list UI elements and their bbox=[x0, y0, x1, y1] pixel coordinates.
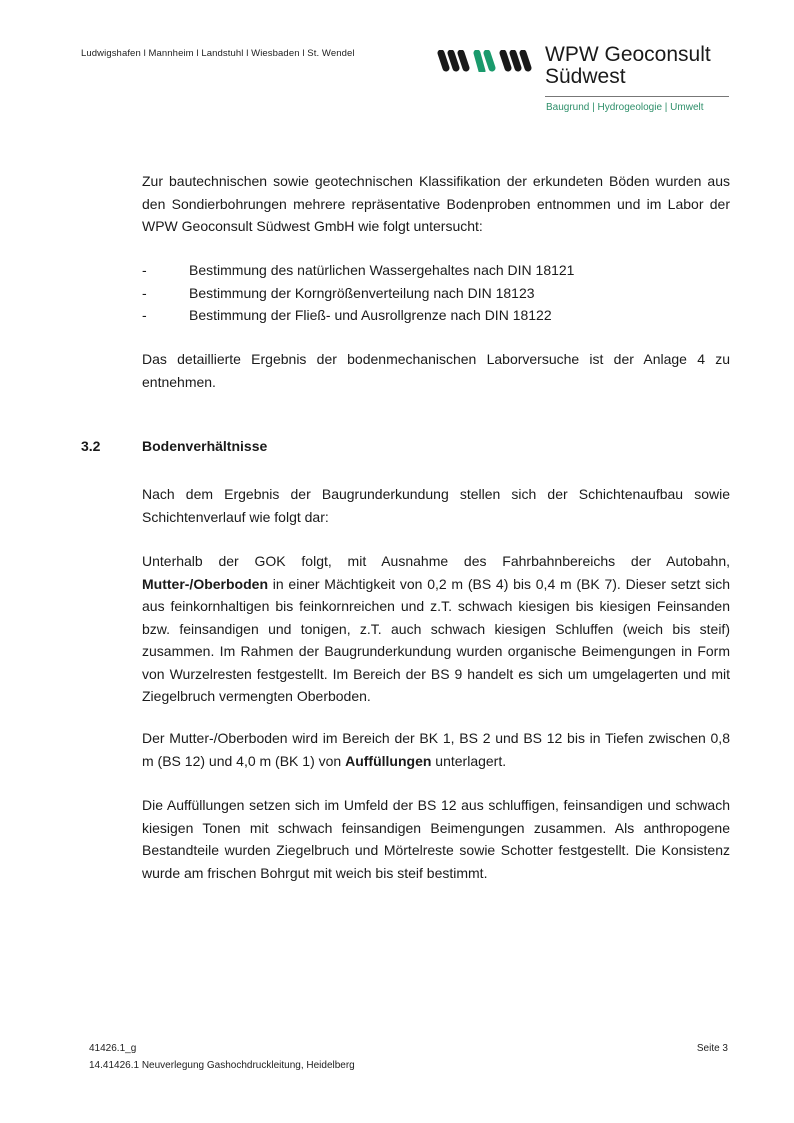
lab-tests-list bbox=[142, 259, 730, 327]
logo-bar bbox=[461, 53, 466, 68]
footer-page-number: Seite 3 bbox=[696, 1043, 728, 1054]
lab-result-paragraph: Das detaillierte Ergebnis der bodenmechanischen Laborversuche ist der Anlage 4 zu entnehmen. bbox=[142, 351, 730, 390]
logo-bar bbox=[477, 53, 482, 71]
paragraph-layering: Nach dem Ergebnis der Baugrunderkundung stellen sich der Schichtenaufbau sowie Schichtenverlauf wie folgt dar: bbox=[142, 486, 730, 525]
header-locations: Ludwigshafen l Mannheim l Landstuhl l Wiesbaden l St. Wendel bbox=[81, 48, 355, 59]
footer-doc-id: 41426.1_g bbox=[89, 1043, 137, 1054]
intro-paragraph: Zur bautechnischen sowie geotechnischen Klassifikation der erkundeten Böden wurden aus den Sondierbohrungen mehrere repräsentative Bodenproben entnommen und im Labor der WPW Geoconsult Südwest GmbH wie folgt untersucht: bbox=[142, 173, 730, 234]
term-topsoil: Mutter-/Oberboden bbox=[142, 575, 268, 592]
logo-bar bbox=[513, 53, 518, 68]
company-logo bbox=[437, 44, 732, 120]
paragraph-text: unterlagert. bbox=[435, 752, 507, 769]
paragraph-fill-depth bbox=[142, 727, 730, 772]
logo-bar bbox=[441, 53, 446, 68]
paragraph-text: Unterhalb der GOK folgt, mit Ausnahme des Fahrbahnbereichs der Autobahn, bbox=[142, 553, 730, 569]
logo-divider bbox=[545, 96, 729, 97]
logo-name-line1: WPW Geoconsult bbox=[545, 43, 711, 66]
wpw-logo-mark-icon bbox=[437, 50, 537, 72]
logo-name-line2: Südwest bbox=[545, 65, 626, 88]
logo-company-name bbox=[545, 44, 711, 88]
list-item bbox=[142, 304, 730, 327]
section-number: 3.2 bbox=[81, 438, 101, 454]
logo-tagline: Baugrund | Hydrogeologie | Umwelt bbox=[546, 102, 704, 113]
section-title: Bodenverhältnisse bbox=[142, 438, 268, 454]
paragraph-text: Der Mutter-/Oberboden wird im Bereich der BK 1, BS 2 und BS 12 bis in Tiefen zwischen 0,8 m (BS 12) und 4,0 m (BK 1) von bbox=[142, 730, 730, 769]
list-item bbox=[142, 282, 730, 305]
logo-bar bbox=[523, 53, 528, 68]
logo-bar bbox=[451, 53, 456, 68]
logo-bar bbox=[487, 53, 492, 68]
footer-project: 14.41426.1 Neuverlegung Gashochdruckleitung, Heidelberg bbox=[89, 1060, 355, 1071]
logo-bar bbox=[503, 53, 508, 68]
list-bullet: - bbox=[142, 307, 147, 323]
list-bullet: - bbox=[142, 262, 147, 278]
term-fill: Auffüllungen bbox=[345, 752, 432, 769]
paragraph-fill-composition: Die Auffüllungen setzen sich im Umfeld der BS 12 aus schluffigen, feinsandigen und schwach kiesigen Tonen mit schwach feinsandigen Beimengungen zusammen. Als anthropogene Bestandteile wurden Ziegelbruch und Mörtelreste sowie Schotter festgestellt. Die Konsistenz wurde am frischen Bohrgut mit weich bis steif bestimmt. bbox=[142, 797, 730, 881]
list-item-text: Bestimmung des natürlichen Wassergehaltes nach DIN 18121 bbox=[189, 262, 575, 278]
list-item-text: Bestimmung der Fließ- und Ausrollgrenze nach DIN 18122 bbox=[189, 307, 552, 323]
list-item-text: Bestimmung der Korngrößenverteilung nach DIN 18123 bbox=[189, 284, 535, 301]
paragraph-topsoil bbox=[142, 550, 730, 708]
paragraph-text: in einer Mächtigkeit von 0,2 m (BS 4) bis 0,4 m (BK 7). Dieser setzt sich aus feinkornhaltigen bis feinkornreichen und z.T. schwach kiesigen bis kiesigen Feinsanden bzw. feinsandigen und tonigen, z.T. auch schwach kiesigen Schluffen (weich bis steif) zusammen. Im Rahmen der Baugrunderkundung wurden organische Beimengungen in Form von Wurzelresten festgestellt. Im Bereich der BS 9 handelt es sich um umgelagerten und mit Ziegelbruch vermengten Oberboden. bbox=[142, 575, 731, 704]
list-item bbox=[142, 259, 730, 282]
list-bullet: - bbox=[142, 284, 147, 301]
